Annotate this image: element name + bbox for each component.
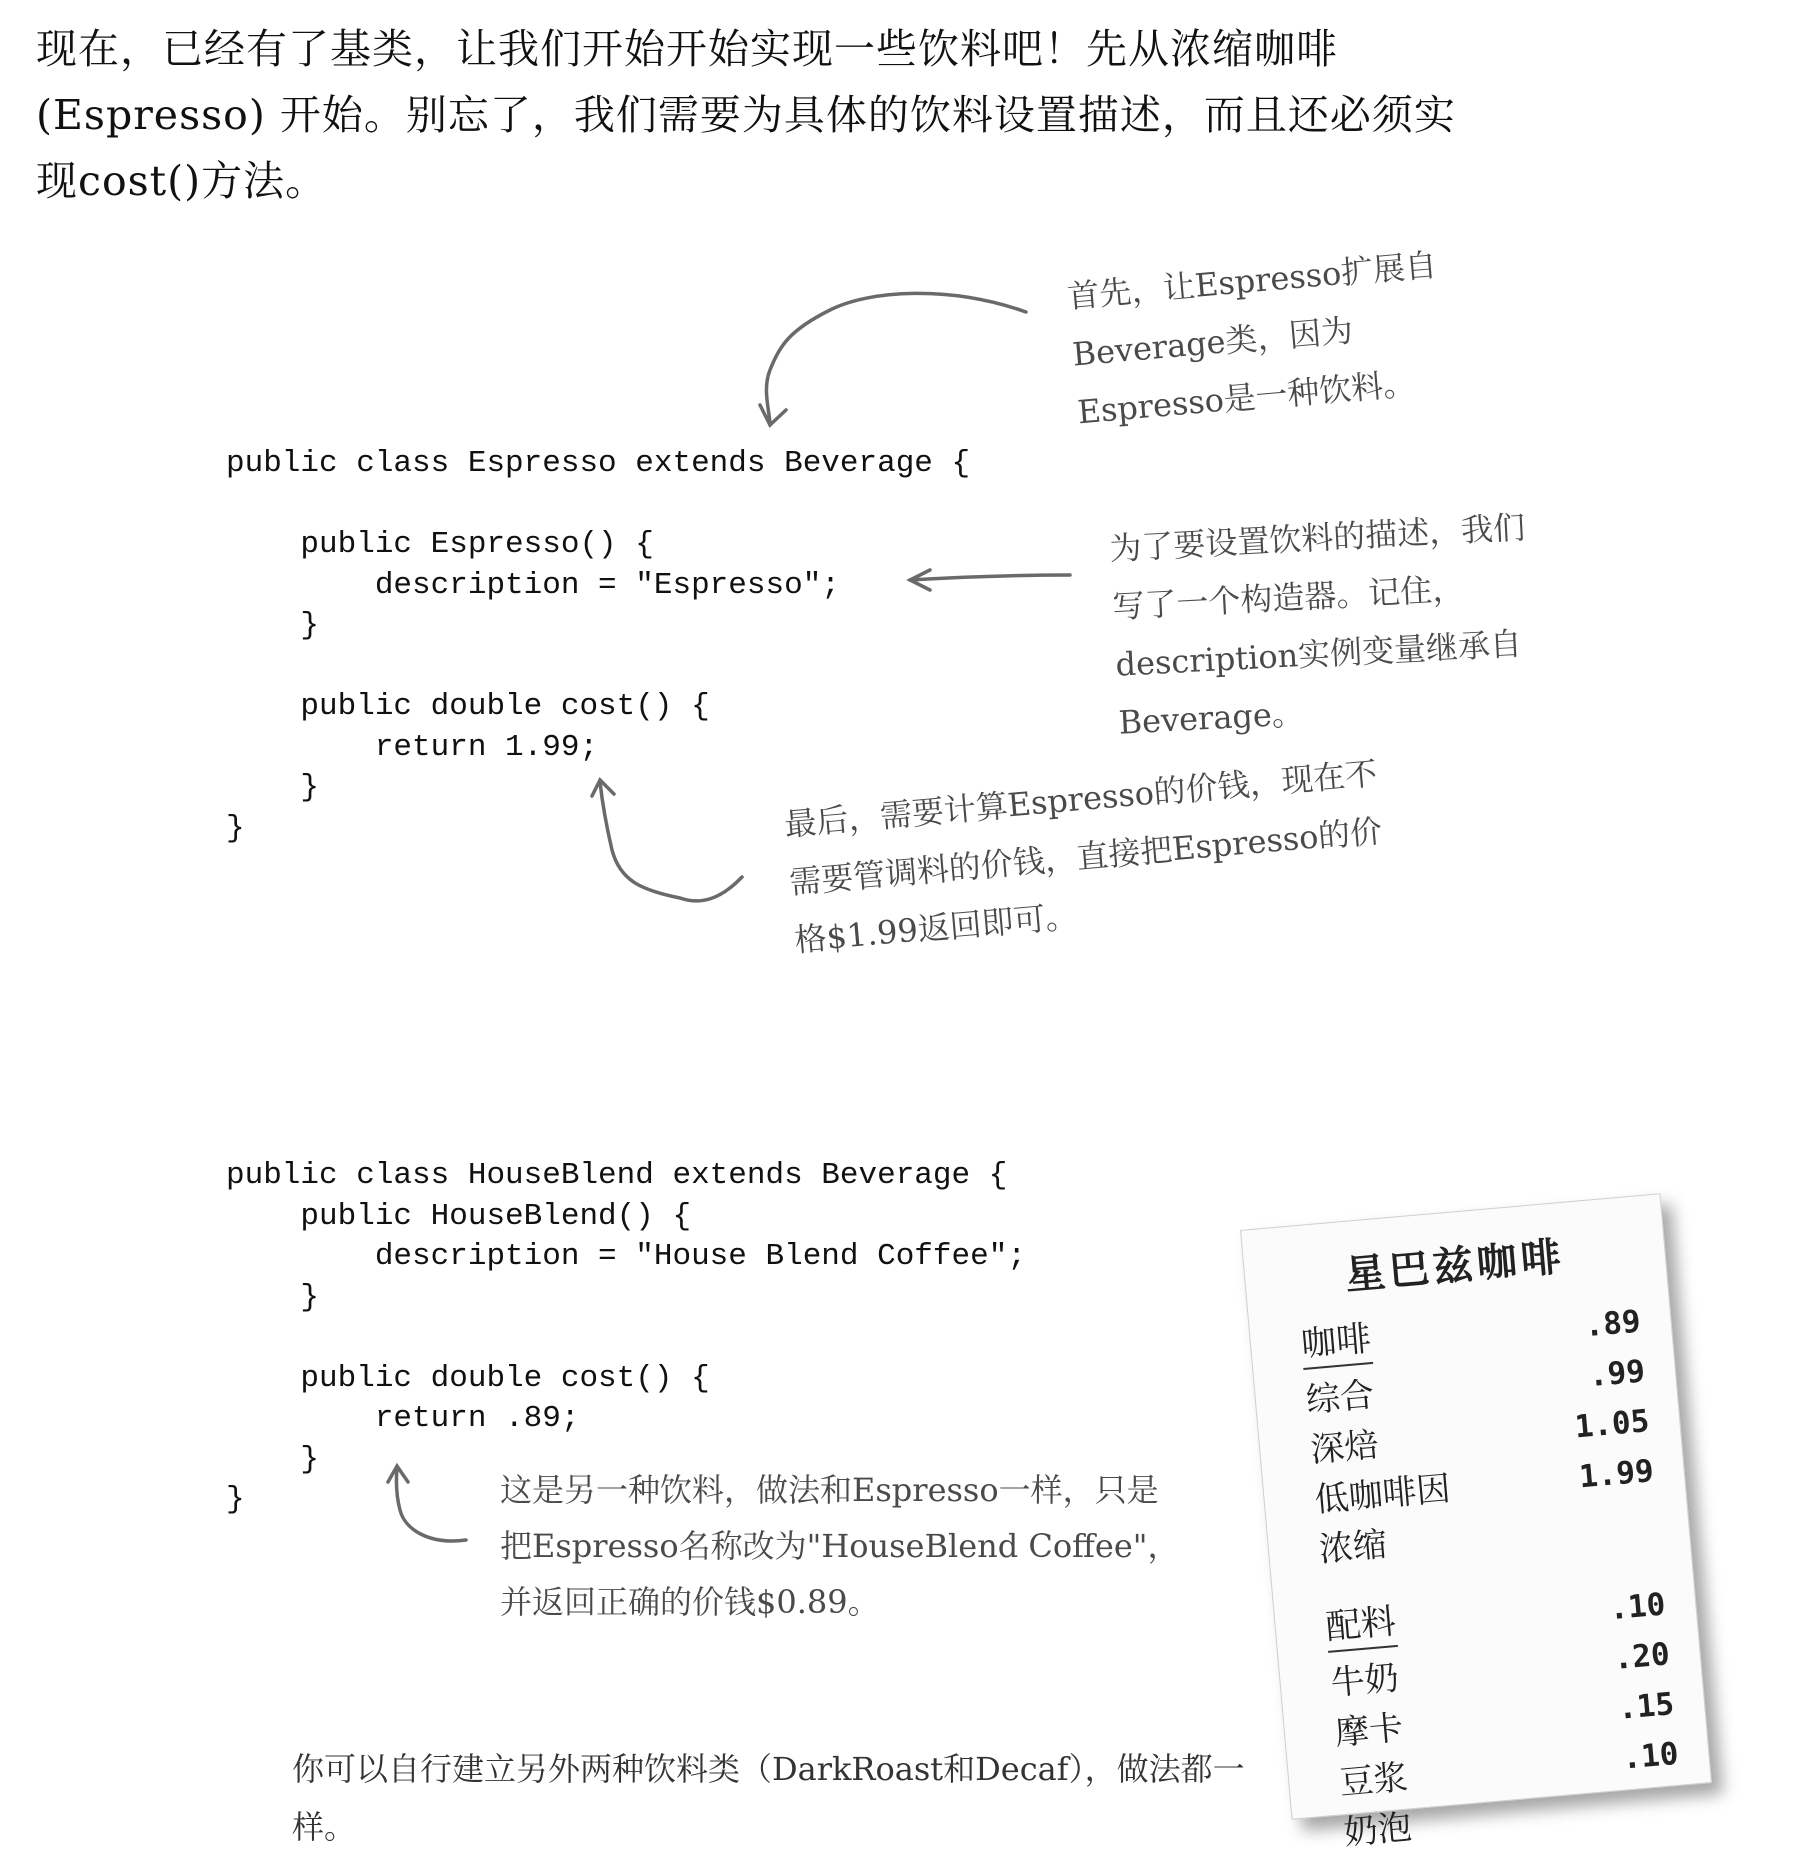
menu-item-name: 低咖啡因 (1313, 1468, 1453, 1521)
menu-item-price: 1.05 (1573, 1403, 1651, 1446)
note-extends: 首先，让Espresso扩展自Beverage类，因为Espresso是一种饮料。 (1065, 245, 1439, 432)
menu-coffee-header: 咖啡 (1299, 1316, 1373, 1370)
menu-condiment-section (1324, 1575, 1685, 1858)
menu-item-price (1656, 1496, 1660, 1546)
menu-item-name: 浓缩 (1317, 1524, 1389, 1571)
menu-title: 星巴兹咖啡 (1343, 1233, 1567, 1299)
menu-item-name: 奶泡 (1342, 1807, 1414, 1854)
menu-item-price: 1.99 (1577, 1452, 1656, 1496)
footer-paragraph: 你可以自行建立另外两种饮料类（DarkRoast和Decaf），做法都一样。 (292, 1750, 1245, 1846)
note-houseblend: 这是另一种饮料，做法和Espresso一样，只是把Espresso名称改为"HouseBlend Coffee"，并返回正确的价钱$0.89。 (500, 1471, 1180, 1621)
houseblend-code-block: public class HouseBlend extends Beverage { public HouseBlend() { description = "House Blend Coffee"; } public double cost() { return .89; } } (226, 1158, 1026, 1517)
note-cost: 最后，需要计算Espresso的价钱，现在不需要管调料的价钱，直接把Espresso的价格$1.99返回即可。 (782, 754, 1384, 960)
menu-coffee-section (1299, 1293, 1660, 1576)
espresso-code-block: public class Espresso extends Beverage { public Espresso() { description = "Espresso"; } public double cost() { return 1.99; } } (226, 446, 971, 846)
arrow-extends (766, 293, 1026, 425)
menu-item-name: 深焙 (1308, 1424, 1380, 1471)
menu-item-name: 摩卡 (1333, 1707, 1405, 1754)
menu-item-price: .99 (1587, 1353, 1647, 1395)
menu-item-price: .15 (1616, 1686, 1676, 1727)
intro-paragraph: 现在，已经有了基类，让我们开始开始实现一些饮料吧！先从浓缩咖啡(Espresso) 开始。别忘了，我们需要为具体的饮料设置描述，而且还必须实现cost()方法。 (36, 25, 1456, 205)
menu-item-price: .10 (1607, 1586, 1667, 1628)
menu-item-price: .10 (1620, 1735, 1680, 1777)
arrow-cost (600, 782, 742, 901)
menu-item-price: .20 (1612, 1636, 1672, 1677)
menu-item-name: 牛奶 (1329, 1657, 1401, 1704)
menu-item-name: 豆浆 (1337, 1757, 1410, 1804)
menu-item-name: 综合 (1304, 1375, 1376, 1421)
menu-condiment-header: 配料 (1324, 1599, 1398, 1653)
menu-item-price: .89 (1583, 1303, 1643, 1345)
arrow-constructor (910, 575, 1070, 580)
arrowhead-extends (760, 405, 786, 425)
note-constructor: 为了要设置饮料的描述，我们写了一个构造器。记住，description实例变量继承自Beverage。 (1108, 508, 1526, 742)
starbuzz-menu-card (1240, 1193, 1712, 1854)
